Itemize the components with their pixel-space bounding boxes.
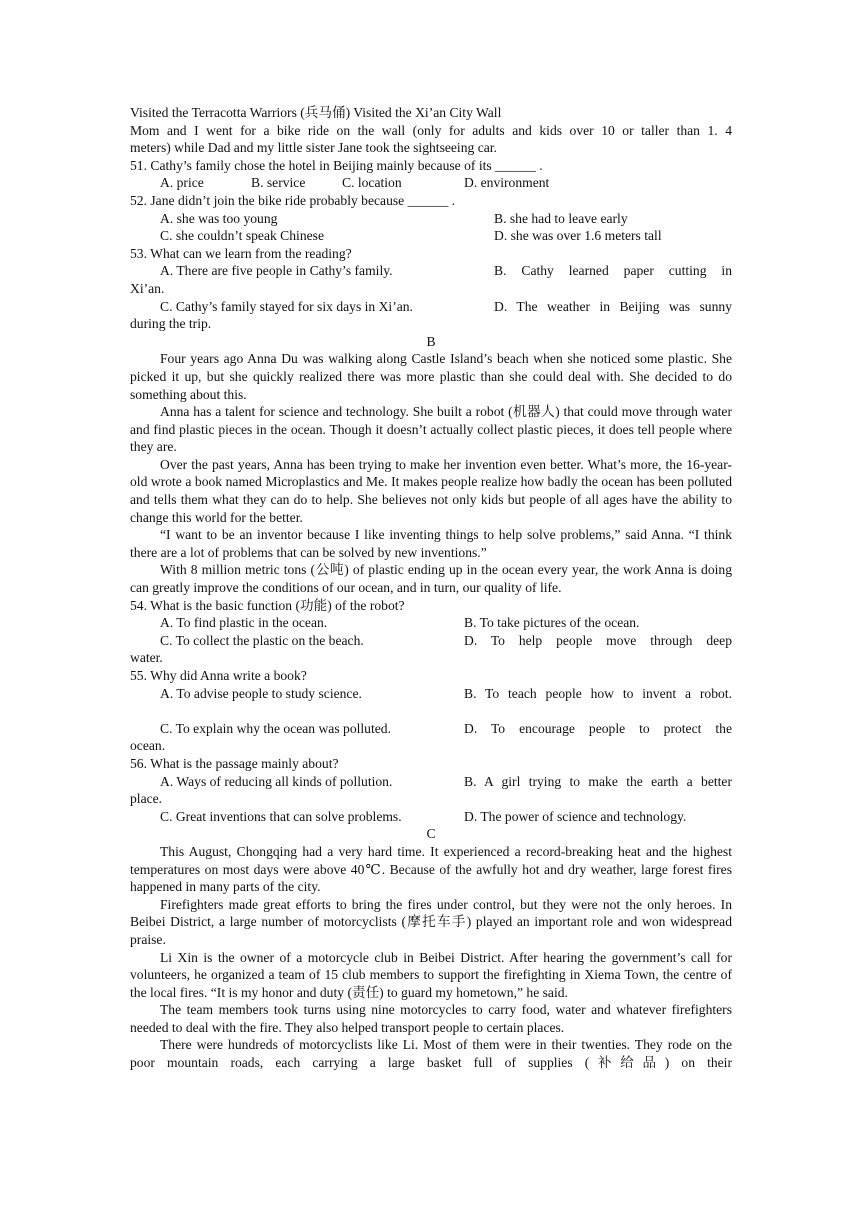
section-b-paragraph: Over the past years, Anna has been trying to make her invention even better. What’s more, the 16-year-old wrote a book named Microplastics and Me. It makes people realize how badly the ocean has been polluted and tells them what they can do to help. She believes not only kids but people of all ages have the ability to change this world for the better. <box>130 456 732 525</box>
option-a: A. To find plastic in the ocean. <box>160 615 328 631</box>
question-54-options-row <box>130 614 732 632</box>
passage-a-text-line: Mom and I went for a bike ride on the wall (only for adults and kids over 10 or taller than 1. 4 <box>130 122 732 138</box>
option-d-continued: ocean. <box>130 738 166 754</box>
section-c-paragraph: Firefighters made great efforts to bring the fires under control, but they were not the only heroes. In Beibei District, a large number of motorcyclists (摩托车手) played an important role and won widespread praise. <box>130 896 732 947</box>
question-51-options <box>130 174 732 192</box>
document-page <box>130 104 732 1072</box>
option-a: A. To advise people to study science. <box>160 685 362 701</box>
section-b-paragraph: “I want to be an inventor because I like inventing things to help solve problems,” said Anna. “I think there are a lot of problems that can be solved by new inventions.” <box>130 527 732 560</box>
question-54-stem: 54. What is the basic function (功能) of the robot? <box>130 597 405 613</box>
option-a: A. she was too young <box>160 210 278 226</box>
section-c-heading: C <box>426 826 436 842</box>
option-b: B. she had to leave early <box>494 210 628 226</box>
option-d: D. The power of science and technology. <box>464 808 687 824</box>
question-53-options-row <box>130 262 732 280</box>
option-d: D. To encourage people to protect the <box>464 720 732 736</box>
option-a: A. There are five people in Cathy’s family. <box>160 263 393 279</box>
option-b-continued: Xi’an. <box>130 280 165 296</box>
option-c: C. she couldn’t speak Chinese <box>160 228 324 244</box>
option-d: D. she was over 1.6 meters tall <box>494 228 662 244</box>
question-54-options-row <box>130 632 732 650</box>
question-56-options-row <box>130 808 732 826</box>
itinerary-line: Visited the Terracotta Warriors (兵马俑) Visited the Xi’an City Wall <box>130 105 502 120</box>
blank-line <box>130 702 732 720</box>
question-51-stem: 51. Cathy’s family chose the hotel in Beijing mainly because of its ______ . <box>130 157 543 173</box>
question-55-stem: 55. Why did Anna write a book? <box>130 668 307 683</box>
section-b-heading: B <box>426 333 436 349</box>
option-b: B. A girl trying to make the earth a better <box>464 773 732 789</box>
option-b: B. service <box>251 175 306 191</box>
question-52-options-row <box>130 210 732 228</box>
option-b: B. Cathy learned paper cutting in <box>494 263 732 279</box>
option-d: D. The weather in Beijing was sunny <box>494 298 732 314</box>
question-53-stem: 53. What can we learn from the reading? <box>130 245 352 261</box>
option-d-continued: water. <box>130 650 163 666</box>
section-b-paragraph: With 8 million metric tons (公吨) of plastic ending up in the ocean every year, the work Anna is doing can greatly improve the conditions of our ocean, and in turn, our quality of life. <box>130 562 732 596</box>
passage-a-text-line: meters) while Dad and my little sister Jane took the sightseeing car. <box>130 140 497 156</box>
option-b-continued: place. <box>130 791 163 807</box>
section-c-paragraph: This August, Chongqing had a very hard time. It experienced a record-breaking heat and the highest temperatures on most days were above 40℃. Because of the awfully hot and dry weather, large forest fires happened in many parts of the city. <box>130 843 732 895</box>
question-53-options-row <box>130 298 732 316</box>
section-c-paragraph: Li Xin is the owner of a motorcycle club in Beibei District. After hearing the government’s call for volunteers, he organized a team of 15 club members to support the firefighting in Xiema Town, the centre of the local fires. “It is my honor and duty (责任) to guard my hometown,” he said. <box>130 949 732 1000</box>
option-b: B. To teach people how to invent a robot. <box>464 685 732 701</box>
question-52-stem: 52. Jane didn’t join the bike ride probably because ______ . <box>130 192 456 208</box>
option-a: A. Ways of reducing all kinds of pollution. <box>160 773 393 789</box>
section-c-paragraph: There were hundreds of motorcyclists like Li. Most of them were in their twenties. They rode on the poor mountain roads, each carrying a large basket full of supplies (补给品) on their <box>130 1037 732 1071</box>
option-c: C. To explain why the ocean was polluted. <box>160 720 391 736</box>
option-b: B. To take pictures of the ocean. <box>464 615 640 631</box>
option-a: A. price <box>160 175 204 191</box>
option-d: D. To help people move through deep <box>464 632 732 648</box>
question-52-options-row <box>130 227 732 245</box>
option-c: C. Cathy’s family stayed for six days in Xi’an. <box>160 298 413 314</box>
option-d: D. environment <box>464 175 550 191</box>
option-c: C. location <box>342 175 402 191</box>
question-55-options-row <box>130 720 732 738</box>
option-c: C. To collect the plastic on the beach. <box>160 632 364 648</box>
question-56-options-row <box>130 773 732 791</box>
section-c-paragraph: The team members took turns using nine motorcycles to carry food, water and whatever firefighters needed to deal with the fire. They also helped transport people to certain places. <box>130 1002 732 1035</box>
section-b-paragraph: Anna has a talent for science and technology. She built a robot (机器人) that could move through water and find plastic pieces in the ocean. Though it doesn’t actually collect plastic pieces, it does tell people where they are. <box>130 404 732 455</box>
option-d-continued: during the trip. <box>130 316 212 332</box>
section-b-paragraph: Four years ago Anna Du was walking along Castle Island’s beach when she noticed some plastic. She picked it up, but she quickly realized there was more plastic than she could deal with. She decided to do something about this. <box>130 351 732 402</box>
question-56-stem: 56. What is the passage mainly about? <box>130 755 339 771</box>
option-c: C. Great inventions that can solve problems. <box>160 808 402 824</box>
question-55-options-row <box>130 685 732 703</box>
